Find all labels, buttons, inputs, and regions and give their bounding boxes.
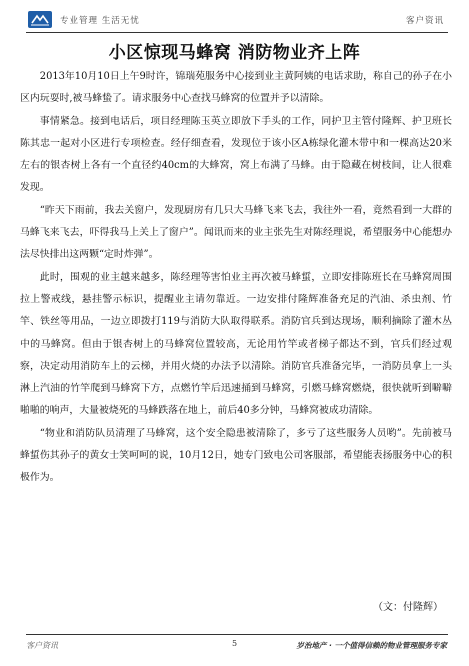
article-paragraph: 2013年10月10日上午9时许，锦瑞苑服务中心接到业主黄阿姨的电话求助，称自己的孙子在小区内玩耍时,被马蜂蛰了。请求服务中心查找马蜂窝的位置并予以清除。 [20,71,452,105]
article-author: （文：付隆辉） [373,602,443,613]
article-paragraph: “物业和消防队员清理了马蜂窝，这个安全隐患被清除了，多亏了这些服务人员哟”。先前被马蜂蜇伤其孙子的黄女士笑呵呵的说，10月12日，她专门致电公司客服部，希望能表扬服务中心的积极作为。 [20,427,452,484]
footer-tagline: 岁治地产 · 一个值得信赖的物业管理服务专家 [296,641,447,650]
article-paragraph: “昨天下雨前，我去关窗户，发现厨房有几只大马蜂飞来飞去，我往外一看，竟然看到一大群的马蜂飞来飞去，吓得我马上关上了窗户”。闻讯而来的业主张先生对陈经理说，希望服务中心能想办法尽快排出这两颗“定时炸弹”。 [20,204,452,261]
header-section-label: 客户资讯 [405,16,444,26]
company-logo [28,11,52,28]
article-title: 小区惊现马蜂窝 消防物业齐上阵 [108,43,361,63]
header-divider [26,32,448,33]
footer-section-label: 客户资讯 [26,641,58,650]
article-body [20,66,452,490]
header-slogan: 专业管理 生活无忧 [60,16,140,26]
footer-divider [26,634,448,635]
page-number: 5 [231,639,238,648]
article-paragraph: 事情紧急。接到电话后，项目经理陈玉英立即放下手头的工作，同护卫主管付隆辉、护卫班长陈其忠一起对小区进行专项检查。经仔细查看，发现位于该小区A栋绿化灌木带中和一棵高达20米左右的银杏树上各有一个直径约40cm的大蜂窝，窝上布满了马蜂。由于隐藏在树枝间，让人很难发现。 [20,115,452,194]
page-header [26,10,448,32]
article-paragraph: 此时，围观的业主越来越多，陈经理等害怕业主再次被马蜂蜇，立即安排陈班长在马蜂窝周围拉上警戒线，悬挂警示标识，提醒业主请勿靠近。一边安排付隆辉准备充足的汽油、杀虫剂、竹竿、铁丝等用品，一边立即拨打119与消防大队取得联系。消防官兵到达现场，顺利摘除了灌木丛中的马蜂窝。但由于银杏树上的马蜂窝位置较高，无论用竹竿或者梯子都达不到，官兵们经过观察，决定动用消防车上的云梯，并用火烧的办法予以清除。消防官兵准备完毕，一消防员拿上一头淋上汽油的竹竿爬到马蜂窝下方，点燃竹竿后迅速捅到马蜂窝，引燃马蜂窝燃烧，很快就听到噼噼啪啪的响声，大量被烧死的马蜂跌落在地上，前后40多分钟，马蜂窝被成功清除。 [20,271,452,417]
